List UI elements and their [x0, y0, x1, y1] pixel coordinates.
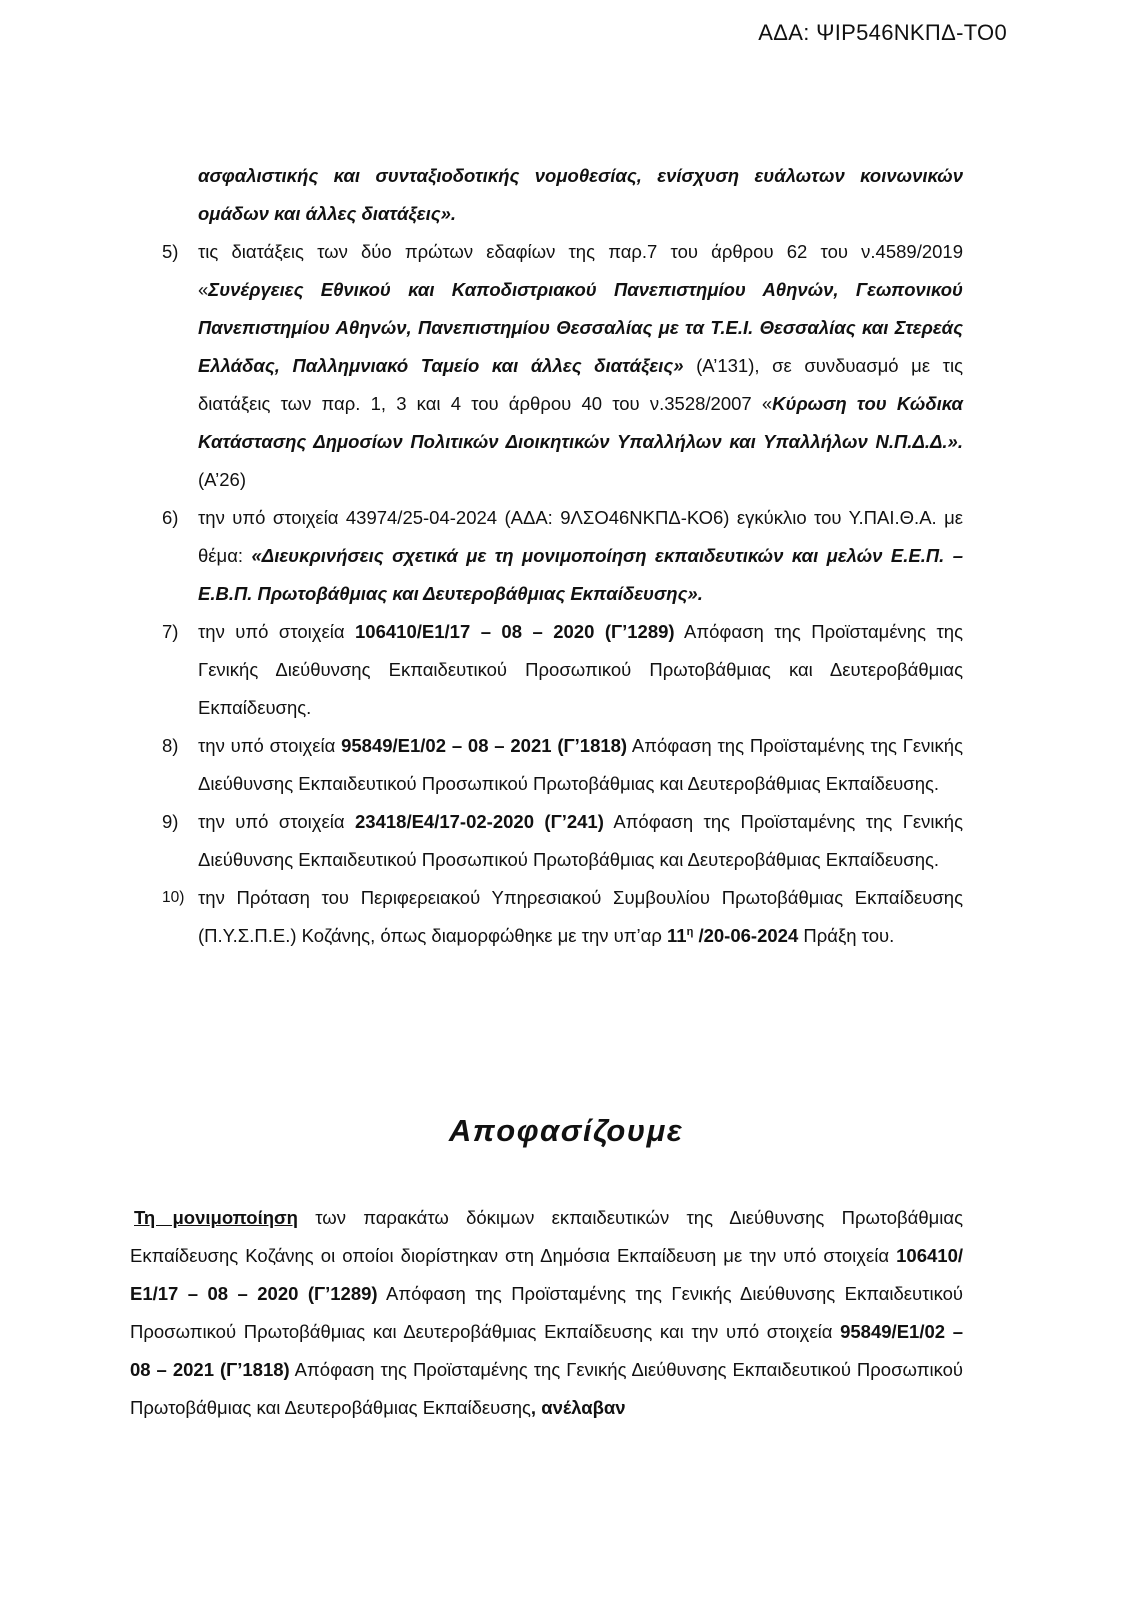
- text-span: Απόφαση της Προϊσταμένης της Γενικής Διεύθυνσης Εκπαιδευτικού Προσωπικού Πρωτοβάθμιας και Δευτεροβάθμιας Εκπαίδευσης.: [198, 735, 963, 794]
- decision-reference: 106410/Ε1/17 – 08 – 2020 (Γ’1289): [355, 621, 675, 642]
- list-item-9: [162, 803, 963, 879]
- item-text: [198, 727, 963, 803]
- considerations-list: [162, 233, 963, 955]
- continuation-bold: ασφαλιστικής και συνταξιοδοτικής νομοθεσίας, ενίσχυση ευάλωτων κοινωνικών ομάδων και άλλες διατάξεις».: [198, 165, 963, 224]
- text-span: (Α’26): [198, 469, 246, 490]
- text-span: Πράξη του.: [798, 925, 895, 946]
- list-item-7: [162, 613, 963, 727]
- item-number: 5): [162, 241, 179, 262]
- text-span: Απόφαση της Προϊσταμένης της Γενικής Διεύθυνσης Εκπαιδευτικού Προσωπικού Πρωτοβάθμιας και Δευτεροβάθμιας Εκπαίδευσης και την υπό στοιχεία: [130, 1283, 964, 1342]
- act-number-suffix: η: [686, 925, 694, 938]
- text-span: την υπό στοιχεία: [198, 811, 355, 832]
- text-span: Απόφαση της Προϊσταμένης της Γενικής Διεύθυνσης Εκπαιδευτικού Προσωπικού Πρωτοβάθμιας και Δευτεροβάθμιας Εκπαίδευσης.: [198, 621, 963, 718]
- text-span: των παρακάτω δόκιμων εκπαιδευτικών της Διεύθυνσης Πρωτοβάθμιας Εκπαίδευσης Κοζάνης οι οποίοι διορίστηκαν στη Δημόσια Εκπαίδευση με την υπό στοιχεία: [130, 1207, 963, 1266]
- act-number: 11: [667, 925, 687, 946]
- decision-subject: Τη μονιμοποίηση: [134, 1207, 298, 1228]
- item-text: [198, 233, 963, 499]
- decision-reference: 95849/Ε1/02 – 08 – 2021 (Γ’1818): [130, 1321, 964, 1380]
- law-title: Κύρωση του Κώδικα Κατάστασης Δημοσίων Πολιτικών Διοικητικών Υπαλλήλων και Υπαλλήλων Ν.Π.Δ.Δ.».: [198, 393, 963, 452]
- decision-reference: 23418/Ε4/17-02-2020 (Γ’241): [355, 811, 604, 832]
- decision-reference: 106410/Ε1/17 – 08 – 2020 (Γ’1289): [130, 1245, 963, 1304]
- act-date: /20-06-2024: [693, 925, 799, 946]
- decision-heading: Αποφασίζουμε: [448, 1113, 684, 1148]
- item-number: 7): [162, 621, 179, 642]
- law-title: Συνέργειες Εθνικού και Καποδιστριακού Πανεπιστημίου Αθηνών, Γεωπονικού Πανεπιστημίου Αθηνών, Πανεπιστημίου Θεσσαλίας με τα Τ.Ε.Ι. Θεσσαλίας και Στερεάς Ελλάδας, Παλλημνιακό Ταμείο και άλλες διατάξεις»: [198, 279, 963, 376]
- item-text: [198, 803, 963, 879]
- item-number: 10): [162, 889, 185, 906]
- continuation-text: [198, 157, 963, 233]
- text-span: (Α’131), σε συνδυασμό με τις διατάξεις των παρ. 1, 3 και 4 του άρθρου 40 του ν.3528/2007 «: [198, 355, 963, 414]
- bold-text: , ανέλαβαν: [530, 1397, 626, 1418]
- text-span: την υπό στοιχεία: [198, 735, 342, 756]
- text-span: την Πρόταση του Περιφερειακού Υπηρεσιακού Συμβουλίου Πρωτοβάθμιας Εκπαίδευσης (Π.Υ.Σ.Π.Ε.) Κοζάνης, όπως διαμορφώθηκε με την υπ’αρ: [198, 887, 963, 946]
- list-item-8: [162, 727, 963, 803]
- text-span: Απόφαση της Προϊσταμένης της Γενικής Διεύθυνσης Εκπαιδευτικού Προσωπικού Πρωτοβάθμιας και Δευτεροβάθμιας Εκπαίδευσης: [130, 1359, 963, 1418]
- text-span: Απόφαση της Προϊσταμένης της Γενικής Διεύθυνσης Εκπαιδευτικού Προσωπικού Πρωτοβάθμιας και Δευτεροβάθμιας Εκπαίδευσης.: [198, 811, 963, 870]
- item-text: [198, 879, 963, 955]
- item-number: 9): [162, 811, 179, 832]
- circular-subject: «Διευκρινήσεις σχετικά με τη μονιμοποίηση εκπαιδευτικών και μελών Ε.Ε.Π. – Ε.Β.Π. Πρωτοβάθμιας και Δευτεροβάθμιας Εκπαίδευσης».: [198, 545, 963, 604]
- item-text: [198, 613, 963, 727]
- item-number: 6): [162, 507, 179, 528]
- list-item-5: [162, 233, 963, 499]
- list-item-6: [162, 499, 963, 613]
- text-span: τις διατάξεις των δύο πρώτων εδαφίων της παρ.7 του άρθρου 62 του ν.4589/2019 «: [198, 241, 963, 300]
- decision-reference: 95849/Ε1/02 – 08 – 2021 (Γ’1818): [341, 735, 628, 756]
- decision-paragraph: [130, 1199, 963, 1427]
- ada-code: ΑΔΑ: ΨΙΡ546ΝΚΠΔ-ΤΟ0: [758, 20, 1007, 45]
- item-number: 8): [162, 735, 179, 756]
- text-span: την υπό στοιχεία: [198, 621, 356, 642]
- item-text: [198, 499, 963, 613]
- list-item-10: [162, 879, 963, 955]
- text-span: την υπό στοιχεία 43974/25-04-2024 (ΑΔΑ: 9ΛΣΟ46ΝΚΠΔ-ΚΟ6) εγκύκλιο του Υ.ΠΑΙ.Θ.Α. με θέμα:: [198, 507, 963, 566]
